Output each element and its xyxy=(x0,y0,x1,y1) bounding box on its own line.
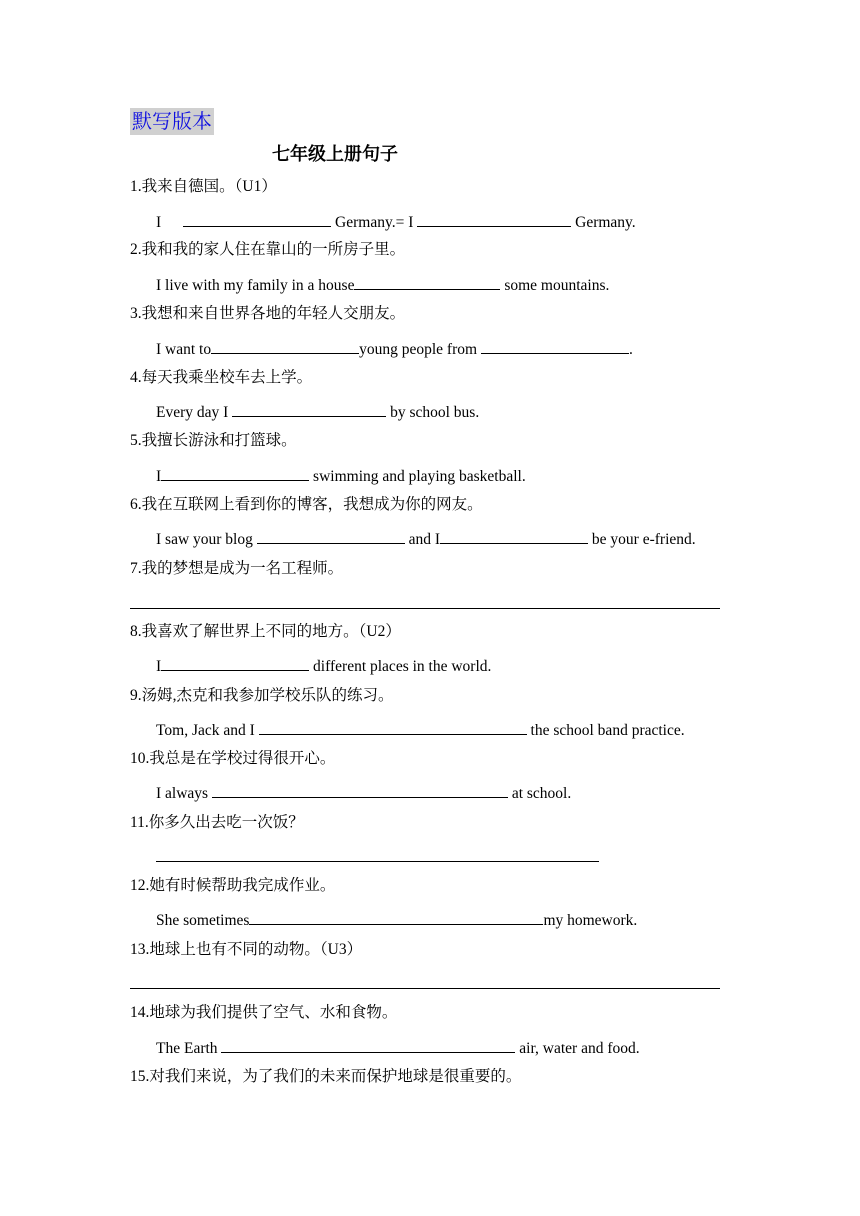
question-9: 9.汤姆,杰克和我参加学校乐队的练习。 xyxy=(130,687,394,704)
blank[interactable] xyxy=(232,400,386,417)
answer-line-2: I live with my family in a house some mountains. xyxy=(156,273,609,296)
blank[interactable] xyxy=(211,337,359,354)
question-1: 1.我来自德国。（U1） xyxy=(130,178,277,195)
answer-line-6: I saw your blog and I be your e-friend. xyxy=(156,527,696,550)
answer-line-5: I swimming and playing basketball. xyxy=(156,464,526,487)
blank[interactable] xyxy=(161,654,309,671)
blank[interactable] xyxy=(221,1036,515,1053)
page-title: 七年级上册句子 xyxy=(272,144,398,165)
blank[interactable] xyxy=(161,464,309,481)
question-15: 15.对我们来说，为了我们的未来而保护地球是很重要的。 xyxy=(130,1068,522,1085)
answer-line-10: I always at school. xyxy=(156,781,571,804)
blank[interactable] xyxy=(257,527,405,544)
blank[interactable] xyxy=(440,527,588,544)
question-5: 5.我擅长游泳和打篮球。 xyxy=(130,432,297,449)
full-answer-line-7[interactable] xyxy=(130,608,720,609)
blank[interactable] xyxy=(354,273,500,290)
blank[interactable] xyxy=(183,210,331,227)
question-11: 11.你多久出去吃一次饭？ xyxy=(130,814,304,831)
answer-line-9: Tom, Jack and I the school band practice. xyxy=(156,718,685,741)
question-3: 3.我想和来自世界各地的年轻人交朋友。 xyxy=(130,305,406,322)
question-2: 2.我和我的家人住在靠山的一所房子里。 xyxy=(130,241,406,258)
question-14: 14.地球为我们提供了空气、水和食物。 xyxy=(130,1004,398,1021)
blank[interactable] xyxy=(481,337,629,354)
question-4: 4.每天我乘坐校车去上学。 xyxy=(130,369,313,386)
answer-line-12: She sometimes my homework. xyxy=(156,908,637,931)
blank[interactable] xyxy=(259,718,527,735)
answer-line-1: I Germany.= I Germany. xyxy=(156,210,636,233)
dictation-version-tag: 默写版本 xyxy=(132,109,212,133)
question-7: 7.我的梦想是成为一名工程师。 xyxy=(130,560,344,577)
question-8: 8.我喜欢了解世界上不同的地方。（U2） xyxy=(130,623,401,640)
answer-line-4: Every day I by school bus. xyxy=(156,400,479,423)
question-13: 13.地球上也有不同的动物。（U3） xyxy=(130,941,363,958)
answer-line-3: I want to young people from . xyxy=(156,337,633,360)
answer-line-14: The Earth air, water and food. xyxy=(156,1036,640,1059)
blank[interactable] xyxy=(417,210,571,227)
question-12: 12.她有时候帮助我完成作业。 xyxy=(130,877,336,894)
question-10: 10.我总是在学校过得很开心。 xyxy=(130,750,336,767)
full-answer-line-11[interactable] xyxy=(156,861,599,862)
full-answer-line-13[interactable] xyxy=(130,988,720,989)
blank[interactable] xyxy=(212,781,508,798)
blank[interactable] xyxy=(249,908,543,925)
answer-line-8: I different places in the world. xyxy=(156,654,491,677)
question-6: 6.我在互联网上看到你的博客，我想成为你的网友。 xyxy=(130,496,483,513)
